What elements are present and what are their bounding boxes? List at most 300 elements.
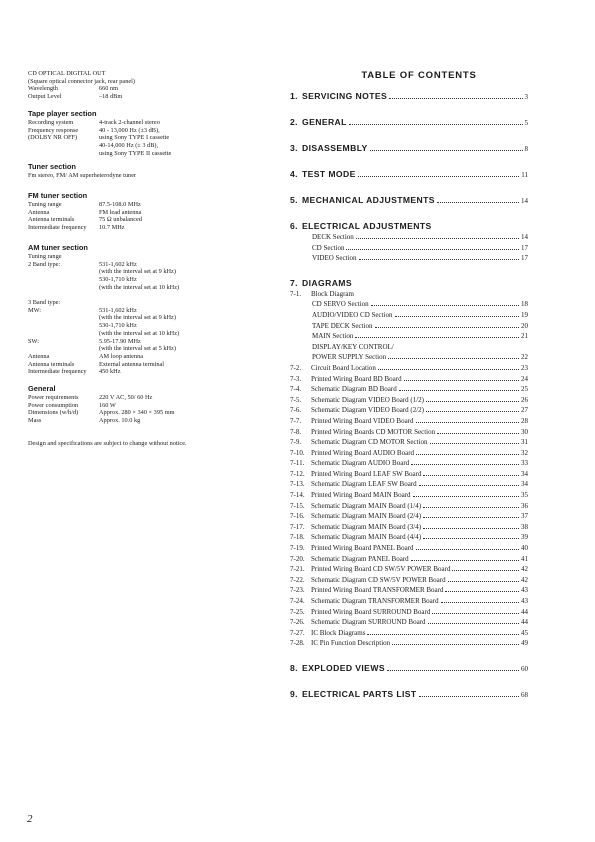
spec-key xyxy=(28,322,99,330)
toc-leader-dots xyxy=(389,98,522,99)
toc-page-number: 45 xyxy=(521,628,528,637)
toc-leader-dots xyxy=(392,644,519,645)
am-sw-rows xyxy=(28,338,273,353)
toc-leader-dots xyxy=(395,316,520,317)
toc-leader-dots xyxy=(378,369,519,370)
toc-section-number: 2. xyxy=(290,117,298,127)
spec-key xyxy=(28,345,99,353)
toc-entry-number: 7-23. xyxy=(290,586,305,595)
spec-key: Output Level xyxy=(28,93,62,101)
fm-section-title: FM tuner section xyxy=(28,191,88,201)
toc-entry-title: IC Block Diagrams xyxy=(311,628,366,637)
toc-entry xyxy=(290,299,528,310)
cd-out-title: CD OPTICAL DIGITAL OUT xyxy=(28,70,106,77)
toc-entry-title: Printed Wiring Board CD SW/5V POWER Board xyxy=(311,565,451,574)
toc-entry xyxy=(290,575,528,586)
toc-page-number: 33 xyxy=(521,459,528,468)
toc-section-7 xyxy=(290,278,528,289)
spec-key: Frequency response xyxy=(28,126,79,134)
page-number: 2 xyxy=(27,813,33,825)
toc-section-8 xyxy=(290,663,528,675)
toc-entry-title: DISPLAY/KEY CONTROL/ xyxy=(312,342,394,351)
spec-key: Intermediate frequency xyxy=(28,368,87,376)
toc-entry-number: 7-5. xyxy=(290,395,302,404)
spec-row xyxy=(28,93,273,101)
toc-entry-title: Printed Wiring Board PANEL Board xyxy=(311,544,414,553)
toc-leader-dots xyxy=(375,327,520,328)
toc-entry-number: 7-18. xyxy=(290,533,305,542)
toc-entry xyxy=(290,469,528,480)
toc-entry xyxy=(290,479,528,490)
toc-page-number: 22 xyxy=(521,353,528,362)
toc-leader-dots xyxy=(370,150,523,151)
toc-page-number: 25 xyxy=(521,385,528,394)
spec-value: 530-1,710 kHz xyxy=(99,275,137,283)
toc-entry-title: Circuit Board Location xyxy=(311,363,376,372)
spec-value: 660 nm xyxy=(99,85,119,93)
toc-leader-dots xyxy=(423,528,519,529)
spec-value: 450 kHz xyxy=(99,368,121,376)
spec-row xyxy=(28,322,273,330)
tuner-section-title: Tuner section xyxy=(28,162,76,172)
spec-row xyxy=(28,261,273,269)
spec-row xyxy=(28,268,273,276)
toc-entry-title: Schematic Diagram PANEL Board xyxy=(311,554,409,563)
toc-leader-dots xyxy=(411,464,519,465)
toc-page-number: 30 xyxy=(521,427,528,436)
spec-row xyxy=(28,361,273,369)
toc-entry-title: Printed Wiring Board BD Board xyxy=(311,374,402,383)
toc-page-number: 24 xyxy=(521,374,528,383)
spec-value: 5.95-17.90 MHz xyxy=(99,337,141,345)
toc-entry-number: 7-2. xyxy=(290,363,302,372)
toc-page-number: 3 xyxy=(524,93,528,101)
spec-key xyxy=(28,142,99,150)
toc-entry-title: MAIN Section xyxy=(312,332,354,341)
spec-value: (with the interval set at 9 kHz) xyxy=(99,314,176,322)
toc-page-number: 60 xyxy=(521,664,528,673)
toc-entry-title: Schematic Diagram BD Board xyxy=(311,385,397,394)
toc-entry-number: 7-7. xyxy=(290,416,302,425)
toc-entry xyxy=(290,352,528,363)
spec-value: External antenna terminal xyxy=(99,360,165,368)
spec-value: Approx. 10.0 kg xyxy=(99,417,141,425)
spec-change-note: Design and specifications are subject to change without notice. xyxy=(28,439,187,447)
toc-entry xyxy=(290,310,528,321)
toc-page-number: 36 xyxy=(521,501,528,510)
spec-value: 87.5-108.0 MHz xyxy=(99,201,141,209)
toc-page-number: 14 xyxy=(521,233,528,241)
toc-entry xyxy=(290,501,528,512)
toc-entry-title: Schematic Diagram AUDIO Board xyxy=(311,459,410,468)
spec-key: Power consumption xyxy=(28,401,79,409)
am-section-rows xyxy=(28,353,273,376)
toc-page-number: 41 xyxy=(521,554,528,563)
toc-leader-dots xyxy=(437,202,519,203)
toc-page-number: 37 xyxy=(521,512,528,521)
toc-entry-title: Schematic Diagram VIDEO Board (1/2) xyxy=(311,395,425,404)
toc-section-number: 7. xyxy=(290,277,298,288)
fm-section-rows xyxy=(28,201,273,232)
toc-entry-number: 7-14. xyxy=(290,491,305,500)
toc-entry xyxy=(290,607,528,618)
toc-leader-dots xyxy=(445,591,519,592)
toc-leader-dots xyxy=(423,475,519,476)
spec-value: (with the interval set at 10 kHz) xyxy=(99,283,180,291)
am-mw-rows xyxy=(28,307,273,338)
spec-key: Antenna terminals xyxy=(28,360,75,368)
toc-leader-dots xyxy=(356,238,519,239)
spec-key: Tuning range xyxy=(28,201,62,209)
toc-entry-number: 7-15. xyxy=(290,501,305,510)
toc-page-number: 49 xyxy=(521,639,528,648)
toc-leader-dots xyxy=(367,634,519,635)
toc-entry-number: 7-4. xyxy=(290,385,302,394)
toc-page-number: 11 xyxy=(521,171,528,179)
spec-key: Mass xyxy=(28,417,42,425)
toc-section-title: ELECTRICAL ADJUSTMENTS xyxy=(302,221,432,231)
toc-title: TABLE OF CONTENTS xyxy=(361,70,477,81)
spec-value: AM loop antenna xyxy=(99,352,144,360)
toc-page-number: 68 xyxy=(521,690,528,699)
toc-page-number: 42 xyxy=(521,575,528,584)
toc-leader-dots xyxy=(387,670,519,671)
toc-entry-number: 7-8. xyxy=(290,427,302,436)
tape-section-title: Tape player section xyxy=(28,108,97,118)
toc-page-number: 5 xyxy=(524,119,528,127)
toc-page-number: 23 xyxy=(521,363,528,372)
toc-page-number: 26 xyxy=(521,395,528,404)
toc-entry-title: Schematic Diagram SURROUND Board xyxy=(311,618,426,627)
toc-entry-number: 7-25. xyxy=(290,607,305,616)
toc-section-5 xyxy=(290,195,528,207)
toc-page-number: 34 xyxy=(521,480,528,489)
toc-entry xyxy=(290,427,528,438)
spec-row xyxy=(28,85,273,93)
toc-section-title: GENERAL xyxy=(302,117,347,127)
toc-page-number: 34 xyxy=(521,469,528,478)
toc-section-title: TEST MODE xyxy=(302,169,356,179)
toc-entry xyxy=(290,437,528,448)
cd-out-subtitle: (Square optical connector jack, rear panel) xyxy=(28,77,135,85)
spec-value: Approx. 280 × 340 × 395 mm xyxy=(99,409,175,417)
toc-leader-dots xyxy=(430,443,519,444)
toc-leader-dots xyxy=(441,602,519,603)
toc-entry-number: 7-22. xyxy=(290,575,305,584)
toc-leader-dots xyxy=(404,380,519,381)
toc-entry xyxy=(290,232,528,243)
spec-value: 220 V AC, 50/ 60 Hz xyxy=(99,394,153,402)
toc-section-title: EXPLODED VIEWS xyxy=(302,662,385,673)
toc-page-number: 20 xyxy=(521,321,528,330)
toc-entry-title: IC Pin Function Description xyxy=(311,639,391,648)
toc-section-4 xyxy=(290,169,528,181)
toc-page-number: 38 xyxy=(521,522,528,531)
toc-leader-dots xyxy=(399,390,519,391)
spec-key: Recording system xyxy=(28,118,74,126)
spec-value: (with the interval set at 10 kHz) xyxy=(99,329,180,337)
toc-entry xyxy=(290,532,528,543)
spec-value: using Sony TYPE II cassette xyxy=(99,149,172,157)
spec-key: Power requirements xyxy=(28,394,79,402)
toc-entry-number: 7-19. xyxy=(290,544,305,553)
toc-entry xyxy=(290,289,528,300)
toc-section-number: 9. xyxy=(290,688,298,699)
toc-page-number: 8 xyxy=(524,145,528,153)
spec-row xyxy=(28,307,273,315)
spec-row xyxy=(28,224,273,232)
toc-entry xyxy=(290,458,528,469)
toc-page-number: 43 xyxy=(521,597,528,605)
tape-section-rows xyxy=(28,119,273,158)
toc-entry xyxy=(290,253,528,264)
spec-value: 40-14,000 Hz (± 3 dB), xyxy=(99,141,159,149)
toc-entry-number: 7-13. xyxy=(290,480,305,489)
toc-section-9 xyxy=(290,689,528,701)
toc-leader-dots xyxy=(419,485,519,486)
toc-entry xyxy=(290,448,528,459)
toc-entry xyxy=(290,490,528,501)
toc-entry-number: 7-12. xyxy=(290,469,305,478)
spec-row xyxy=(28,338,273,346)
toc-leader-dots xyxy=(349,124,523,125)
toc-entry-title: CD SERVO Section xyxy=(312,300,369,309)
toc-entry-number: 7-11. xyxy=(290,459,305,468)
toc-entry-number: 7-20. xyxy=(290,554,305,563)
toc-entry-title: Schematic Diagram CD SW/5V POWER Board xyxy=(311,575,446,584)
spec-row xyxy=(28,314,273,322)
spec-row xyxy=(28,119,273,127)
toc-leader-dots xyxy=(448,581,519,582)
spec-row xyxy=(28,127,273,135)
toc-page-number: 27 xyxy=(521,406,528,415)
toc-entry xyxy=(290,342,528,353)
toc-entry-title: Schematic Diagram VIDEO Board (2/2) xyxy=(311,406,425,415)
spec-value: 160 W xyxy=(99,401,116,409)
toc-page-number: 31 xyxy=(521,438,528,447)
toc-entry-title: Schematic Diagram MAIN Board (1/4) xyxy=(311,501,422,510)
toc-leader-dots xyxy=(419,696,519,697)
toc-entry-title: Printed Wiring Board TRANSFORMER Board xyxy=(311,586,444,595)
toc-leader-dots xyxy=(432,613,519,614)
toc-entry-number: 7-3. xyxy=(290,374,302,383)
toc-page-number: 39 xyxy=(521,533,528,542)
toc-page-number: 40 xyxy=(521,544,528,553)
toc-leader-dots xyxy=(423,538,519,539)
toc-entry xyxy=(290,363,528,374)
toc-section-3 xyxy=(290,143,528,155)
general-section-title: General xyxy=(28,384,56,394)
toc-section-number: 8. xyxy=(290,662,298,673)
spec-value: 75 Ω unbalanced xyxy=(99,216,142,224)
toc-section-2 xyxy=(290,117,528,129)
toc-entry xyxy=(290,522,528,533)
spec-row xyxy=(28,201,273,209)
spec-row xyxy=(28,142,273,150)
spec-key xyxy=(28,276,99,284)
toc-leader-dots xyxy=(411,560,519,561)
toc-page-number: 42 xyxy=(521,565,528,574)
toc-leader-dots xyxy=(426,401,519,402)
spec-row xyxy=(28,284,273,292)
toc-leader-dots xyxy=(426,411,519,412)
toc-entry xyxy=(290,617,528,628)
toc-page-number: 28 xyxy=(521,416,528,425)
toc-page-number: 19 xyxy=(521,310,528,319)
spec-value: (with the interval set at 9 kHz) xyxy=(99,268,176,276)
spec-value: using Sony TYPE I cassette xyxy=(99,134,170,142)
toc-entry-title: Printed Wiring Board AUDIO Board xyxy=(311,448,415,457)
toc-entry-number: 7-9. xyxy=(290,438,302,447)
spec-key xyxy=(28,330,99,338)
spec-row xyxy=(28,402,273,410)
am-band3-label: 3 Band type: xyxy=(28,299,61,307)
toc-page-number: 43 xyxy=(521,586,528,595)
toc-page-number: 17 xyxy=(521,254,528,263)
toc-entry xyxy=(290,564,528,575)
toc-entry-title: Schematic Diagram MAIN Board (2/4) xyxy=(311,512,422,521)
toc-entry-number: 7-1. xyxy=(290,289,302,298)
toc-leader-dots xyxy=(428,623,519,624)
spec-key: Antenna xyxy=(28,352,50,360)
toc-entry xyxy=(290,374,528,385)
toc-leader-dots xyxy=(423,507,519,508)
toc-leader-dots xyxy=(358,176,520,177)
toc-entry-title: Printed Wiring Board VIDEO Board xyxy=(311,416,414,425)
toc-entry-title: AUDIO/VIDEO CD Section xyxy=(312,310,393,319)
spec-value: 40 - 13,000 Hz (±3 dB), xyxy=(99,126,160,134)
toc-entry xyxy=(290,405,528,416)
toc-entry-number: 7-28. xyxy=(290,639,305,648)
spec-key xyxy=(28,284,99,292)
spec-value: 10.7 MHz xyxy=(99,224,125,232)
toc-leader-dots xyxy=(355,337,519,338)
cd-out-rows xyxy=(28,85,273,100)
toc-page-number: 44 xyxy=(521,618,528,627)
toc-entry-number: 7-16. xyxy=(290,512,305,521)
spec-key: SW: xyxy=(28,337,39,345)
spec-row xyxy=(28,368,273,376)
toc-entry-title: Printed Wiring Board SURROUND Board xyxy=(311,607,431,616)
spec-row xyxy=(28,417,273,425)
toc-leader-dots xyxy=(452,570,519,571)
spec-key: MW: xyxy=(28,306,42,314)
spec-key xyxy=(28,268,99,276)
toc-page-number: 17 xyxy=(521,243,528,252)
spec-row xyxy=(28,276,273,284)
toc-entry-number: 7-10. xyxy=(290,448,305,457)
toc-page-number: 21 xyxy=(521,332,528,341)
toc-entry-title: Block Diagram xyxy=(311,289,354,298)
toc-entry xyxy=(290,321,528,332)
spec-value: FM lead antenna xyxy=(99,208,142,216)
toc-section-1 xyxy=(290,91,528,103)
toc-entry xyxy=(290,596,528,607)
toc-page-number: 14 xyxy=(521,197,528,205)
tuner-section-text: Fm stereo, FM/ AM superheterodyne tuner xyxy=(28,172,137,180)
toc-entry-number: 7-24. xyxy=(290,597,305,605)
toc-entry xyxy=(290,384,528,395)
toc-entry-title: VIDEO Section xyxy=(312,254,357,263)
toc-entry-title: Schematic Diagram LEAF SW Board xyxy=(311,480,417,489)
toc-entry-number: 7-26. xyxy=(290,618,305,627)
toc-section-title: MECHANICAL ADJUSTMENTS xyxy=(302,195,435,205)
toc-entry-title: Printed Wiring Boards CD MOTOR Section xyxy=(311,427,436,436)
spec-key: 2 Band type: xyxy=(28,260,61,268)
toc-entry-title: Schematic Diagram TRANSFORMER Board xyxy=(311,597,439,605)
spec-row xyxy=(28,394,273,402)
toc-entry-title: DECK Section xyxy=(312,233,354,241)
toc-entry-title: Schematic Diagram MAIN Board (4/4) xyxy=(311,533,422,542)
toc-entry-title: POWER SUPPLY Section xyxy=(312,353,387,362)
toc-entry-title: TAPE DECK Section xyxy=(312,321,373,330)
toc-entry-title: Printed Wiring Board LEAF SW Board xyxy=(311,469,422,478)
spec-key xyxy=(28,314,99,322)
specifications-column xyxy=(28,70,273,448)
toc-entry-title: Schematic Diagram MAIN Board (3/4) xyxy=(311,522,422,531)
spec-row xyxy=(28,345,273,353)
toc-leader-dots xyxy=(388,358,519,359)
toc-page-number: 32 xyxy=(521,448,528,457)
spec-row xyxy=(28,209,273,217)
toc-entry xyxy=(290,331,528,342)
toc-entry-number: 7-21. xyxy=(290,565,305,574)
toc-entry xyxy=(290,416,528,427)
spec-value: 531-1,602 kHz xyxy=(99,306,137,314)
toc-entry xyxy=(290,543,528,554)
toc-entry xyxy=(290,511,528,522)
toc-entry xyxy=(290,628,528,639)
toc-section-6 xyxy=(290,221,528,232)
toc-leader-dots xyxy=(416,549,519,550)
spec-key: Intermediate frequency xyxy=(28,224,87,232)
spec-key: Antenna xyxy=(28,208,50,216)
spec-key xyxy=(28,150,99,158)
spec-value: –18 dBm xyxy=(99,93,123,101)
toc-leader-dots xyxy=(423,517,519,518)
toc-leader-dots xyxy=(359,259,519,260)
toc-leader-dots xyxy=(416,422,519,423)
am-tuning-range: Tuning range xyxy=(28,252,62,260)
toc-leader-dots xyxy=(437,433,519,434)
toc-section-number: 3. xyxy=(290,143,298,153)
spec-value: 4-track 2-channel stereo xyxy=(99,118,160,126)
toc-entry xyxy=(290,554,528,565)
spec-key: (DOLBY NR OFF) xyxy=(28,134,78,142)
toc-section-title: DIAGRAMS xyxy=(302,277,352,288)
toc-entry xyxy=(290,638,528,649)
am-band2-rows xyxy=(28,261,273,292)
spec-key: Dimensions (w/h/d) xyxy=(28,409,79,417)
toc-entry xyxy=(290,243,528,254)
toc-entry-number: 7-6. xyxy=(290,406,302,415)
toc-page-number: 18 xyxy=(521,300,528,309)
toc-section-title: ELECTRICAL PARTS LIST xyxy=(302,688,417,699)
spec-row xyxy=(28,216,273,224)
toc-entry-title: Printed Wiring Board MAIN Board xyxy=(311,491,411,500)
toc-section-title: DISASSEMBLY xyxy=(302,143,368,153)
toc-page-number: 35 xyxy=(521,491,528,500)
spec-row xyxy=(28,330,273,338)
spec-row xyxy=(28,409,273,417)
toc-entry-number: 7-27. xyxy=(290,628,305,637)
toc-leader-dots xyxy=(416,454,519,455)
general-section-rows xyxy=(28,394,273,425)
spec-value: 530-1,710 kHz xyxy=(99,322,137,330)
am-section-title: AM tuner section xyxy=(28,242,88,252)
spec-key: Wavelength xyxy=(28,85,58,93)
spec-value: (with the interval set at 5 kHz) xyxy=(99,345,176,353)
